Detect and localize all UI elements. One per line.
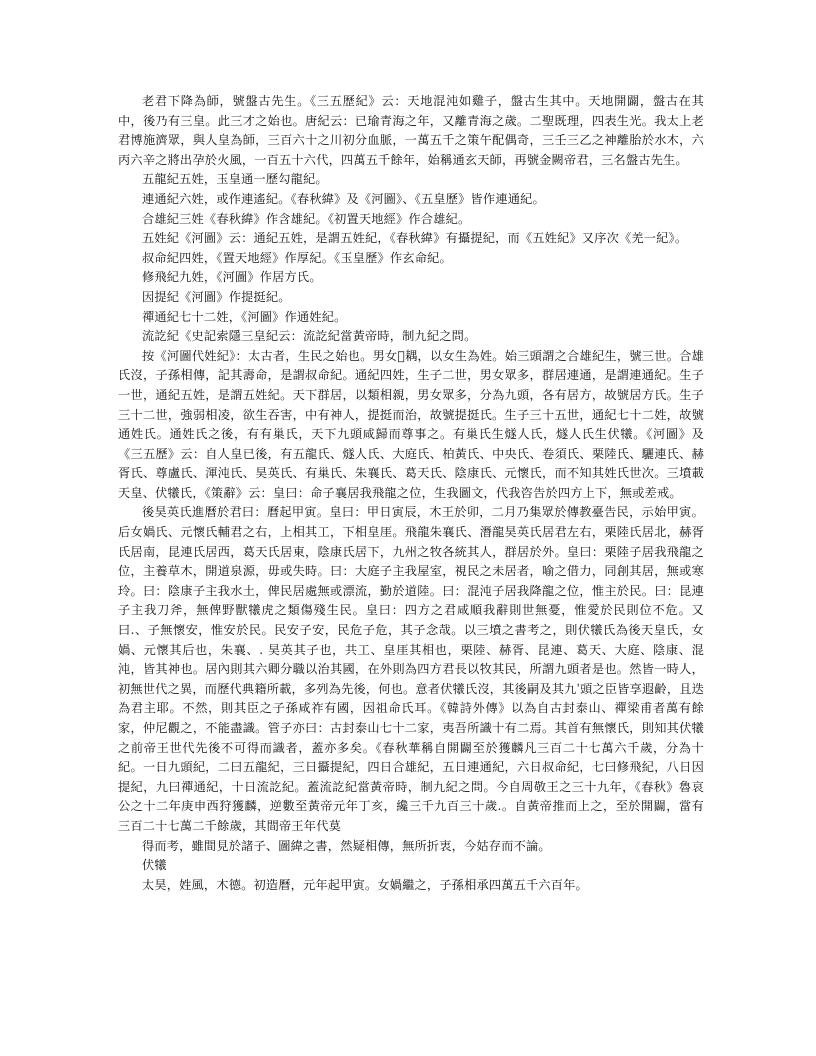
paragraph-liantong-ji: 連通紀六姓，或作連遙紀。《春秋緯》及《河圖》、《五皇歷》皆作連通紀。 bbox=[142, 191, 545, 206]
paragraph-hexiong-ji: 合雄紀三姓《春秋緯》作含雄紀。《初置天地經》作合雄紀。 bbox=[142, 211, 471, 226]
paragraph-shantong-ji: 禪通紀七十二姓，《河圖》作通姓紀。 bbox=[142, 309, 347, 324]
paragraph-liuqi-ji: 流訖紀《史記索隱三皇紀云：流訖紀當黃帝時，制九紀之問。 bbox=[142, 329, 477, 344]
paragraph-yinti-ji: 因提紀《河圖》作提挺紀。 bbox=[142, 289, 291, 304]
document-page bbox=[118, 92, 704, 895]
paragraph-hetu-note: 按《河圖代姓紀》：太古者，生民之始也。男女𫂖耦，以女生為姓。始三頭謂之合雄紀生，號三世。合雄氏沒，子孫相傳，記其壽命，是謂叔命紀。通紀四姓，生子二世，男女眾多，群居連通，是謂連通紀。生子一世，通紀五姓，是謂五姓紀。天下群居，以類相親，男女眾多，分為九頭，各有居方，故號居方氏。生子三十二世，強弱相凌，欲生吞害，中有神人，提挺而治，故號提挺氏。生子三十五世，通紀七十二姓，故號通姓氏。通姓氏之後，有有巢氏，天下九頭咸歸而尊事之。有巢氏生燧人氏，燧人氏生伏犧。《河圖》及《三五歷》云：自人皇已後，有五龍氏、燧人氏、大庭氏、柏黃氏、中央氏、卷須氏、栗陸氏、驪連氏、赫胥氏、尊盧氏、渾沌氏、昊英氏、有巢氏、朱襄氏、葛天氏、陰康氏、元懷氏，而不知其姓氏世次。三墳載天皇、伏犧氏，《策辭》云：皇曰：命子襄居我飛龍之位，生我圖文，代我咨告於四方上下，無或差戒。 bbox=[118, 348, 704, 500]
paragraph-wulong-ji: 五龍紀五姓，玉皇通一歷勾龍紀。 bbox=[142, 172, 328, 187]
paragraph-panggu: 老君下降為師，號盤古先生。《三五歷紀》云：天地混沌如雞子，盤古生其中。天地開闢，盤古在其中，後乃有三皇。此三才之始也。唐紀云：已瑜青海之年，又離青海之歲。二聖既理，四表生光。我太上老君博施濟眾，與人皇為師，三百六十之川初分血脈，一萬五千之策午配偶奇，三壬三乙之神離胎於水木，六丙六辛之將出孕於火風，一百五十六代，四萬五千餘年，始稱通玄天師，再號金闕帝君，三名盤古先生。 bbox=[118, 94, 704, 167]
paragraph-wuxing-ji: 五姓紀《河圖》云：通紀五姓，是謂五姓紀，《春秋緯》有攝提紀，而《五姓紀》又序次《羌一紀》。 bbox=[142, 231, 688, 246]
paragraph-haoying-calendar: 後昊英氏進曆於君曰：曆起甲寅。皇曰：甲日寅辰，木王於卯，二月乃集眾於傳教臺告民，示始甲寅。后女媧氏、元懷氏輔君之右，上相其工，下相皇厓。飛龍朱襄氏、潛龍昊英氏居君左右，栗陸氏居北，赫胥氏居南，昆連氏居西，葛天氏居東，陰康氏居下，九州之牧各統其人，群居於外。皇曰：栗陸子居我飛龍之位，主養草木，開道泉源，毋或失時。曰：大庭子主我屋室，視民之未居者，喻之借力，同創其居，無或寒玲。曰：陰康子主我水土，俾民居處無或漂流，勤於道陸。曰：混沌子居我降龍之位，惟主於民。曰：昆連子主我刀斧，無俾野獸犧虎之類傷殘生民。皇曰：四方之君咸順我辭則世無憂，惟愛於民則位不危。又曰.、子無懷安，惟安於民。民安子安，民危子危，其子念哉。以三墳之書考之，則伏犧氏為後天皇氏，女媧、元懷其后也，朱襄、. 昊英其子也，共工、皇厓其相也，栗陸、赫胥、昆連、葛天、大庭、陰康、混沌，皆其神也。居內則其六卿分職以治其國，在外則為四方君長以牧其民，所謂九頭者是也。然皆一時人，初無世代之異，而歷代典籍所載，多列為先後，何也。意者伏犧氏沒，其後嗣及其九ˈ頭之臣皆享遐齡，且迭為君主耶。不然，則其臣之子孫咸祚有國，因祖命氏耳。《韓詩外傳》以為自古封泰山、禪梁甫者萬有餘家，仲尼觀之，不能盡識。管子亦曰：古封泰山七十二家，夷吾所識十有二焉。其首有無懷氏，則知其伏犧之前帝王世代先後不可得而識者，蓋亦多矣。《春秋華稱自開闢至於獲麟凡三百二十七萬六千歲，分為十紀。一日九頭紀，二曰五龍紀，三日攝提紀，四日合雄紀，五日連通紀，六日叔命紀，七曰修飛紀，八日因提紀，九曰禪通紀，十日流訖紀。蓋流訖紀當黃帝時，制九紀之問。今自周敬王之三十九年，《春秋》魯哀公之十二年庚申西狩獲麟，逆數至黃帝元年丁亥，纔三千九百三十歲.。自黃帝推而上之，至於開闢，當有三百二十七萬二千餘歲，其間帝王年代莫 bbox=[118, 505, 704, 833]
paragraph-conclusion: 得而考，雖間見於諸子、圖緯之書，然疑相傳，無所折衷，今姑存而不論。 bbox=[142, 838, 551, 853]
paragraph-xiufei-ji: 修飛紀九姓，《河圖》作居方氏。 bbox=[142, 270, 322, 285]
section-heading-fuxi: 伏犧 bbox=[142, 858, 167, 873]
paragraph-taihao: 太昊，姓風，木德。初造曆，元年起甲寅。女媧繼之，子孫相承四萬五千六百年。 bbox=[142, 877, 588, 892]
paragraph-shuming-ji: 叔命紀四姓，《置天地經》作厚紀。《玉皇歷》作玄命紀。 bbox=[142, 250, 452, 265]
